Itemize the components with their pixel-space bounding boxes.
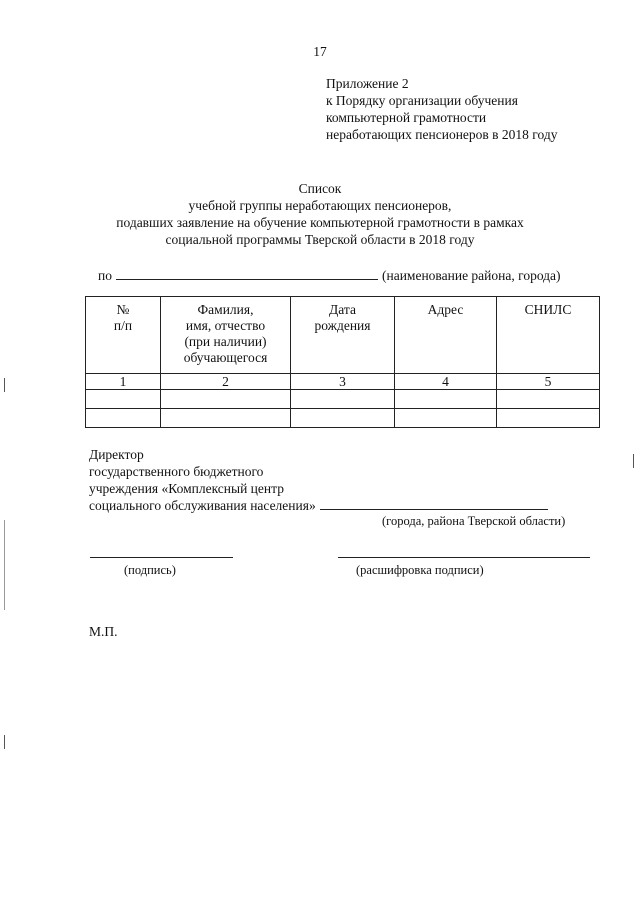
header-address: Адрес xyxy=(395,297,497,374)
scan-edge-mark xyxy=(4,378,5,392)
stamp-place: М.П. xyxy=(89,624,118,639)
signature-label: (подпись) xyxy=(124,563,176,577)
director-line: государственного бюджетного xyxy=(89,464,264,479)
header-full-name: Фамилия, имя, отчество (при наличии) обучающегося xyxy=(161,297,291,374)
director-line: Директор xyxy=(89,447,144,462)
table-cell[interactable] xyxy=(497,409,600,428)
appendix-line: компьютерной грамотности xyxy=(326,110,487,125)
signature-decode-label: (расшифровка подписи) xyxy=(356,563,484,577)
table-header-row xyxy=(86,297,600,374)
column-number: 5 xyxy=(497,374,600,390)
student-list-table xyxy=(85,296,600,428)
district-hint: (наименование района, города) xyxy=(381,268,561,283)
column-number: 2 xyxy=(161,374,291,390)
table-cell[interactable] xyxy=(497,390,600,409)
scan-edge-mark xyxy=(4,735,5,749)
table-cell[interactable] xyxy=(86,390,161,409)
scan-edge-mark xyxy=(4,520,5,610)
header-snils: СНИЛС xyxy=(497,297,600,374)
appendix-block xyxy=(326,75,557,143)
table-cell[interactable] xyxy=(395,390,497,409)
table-cell[interactable] xyxy=(291,390,395,409)
title-line: учебной группы неработающих пенсионеров, xyxy=(188,198,452,213)
table-cell[interactable] xyxy=(291,409,395,428)
column-number: 1 xyxy=(86,374,161,390)
title-line: социальной программы Тверской области в 2018 году xyxy=(165,232,475,247)
document-title xyxy=(0,180,640,248)
table-row xyxy=(86,409,600,428)
column-number-row xyxy=(86,374,600,390)
region-note: (города, района Тверской области) xyxy=(382,514,566,528)
scan-edge-mark xyxy=(633,454,634,468)
director-line: учреждения «Комплексный центр xyxy=(89,481,284,496)
district-prefix: по xyxy=(98,268,112,283)
director-block xyxy=(89,446,548,514)
region-fill-line[interactable] xyxy=(320,497,548,510)
district-fill-line[interactable] xyxy=(116,267,378,280)
column-number: 4 xyxy=(395,374,497,390)
signature-decode-line[interactable] xyxy=(338,557,590,558)
appendix-line: неработающих пенсионеров в 2018 году xyxy=(326,127,558,142)
page-number: 17 xyxy=(313,44,327,59)
signature-line[interactable] xyxy=(90,557,233,558)
table-cell[interactable] xyxy=(86,409,161,428)
header-birth-date: Дата рождения xyxy=(291,297,395,374)
district-row xyxy=(98,267,561,284)
appendix-line: к Порядку организации обучения xyxy=(326,93,518,108)
appendix-line: Приложение 2 xyxy=(326,76,409,91)
table-row xyxy=(86,390,600,409)
table-cell[interactable] xyxy=(161,409,291,428)
table-cell[interactable] xyxy=(395,409,497,428)
director-last-row xyxy=(89,497,548,514)
header-number: № п/п xyxy=(86,297,161,374)
column-number: 3 xyxy=(291,374,395,390)
director-line: социального обслуживания населения» xyxy=(89,498,316,513)
table-cell[interactable] xyxy=(161,390,291,409)
title-line: подавших заявление на обучение компьютерной грамотности в рамках xyxy=(116,215,524,230)
title-line: Список xyxy=(298,181,342,196)
